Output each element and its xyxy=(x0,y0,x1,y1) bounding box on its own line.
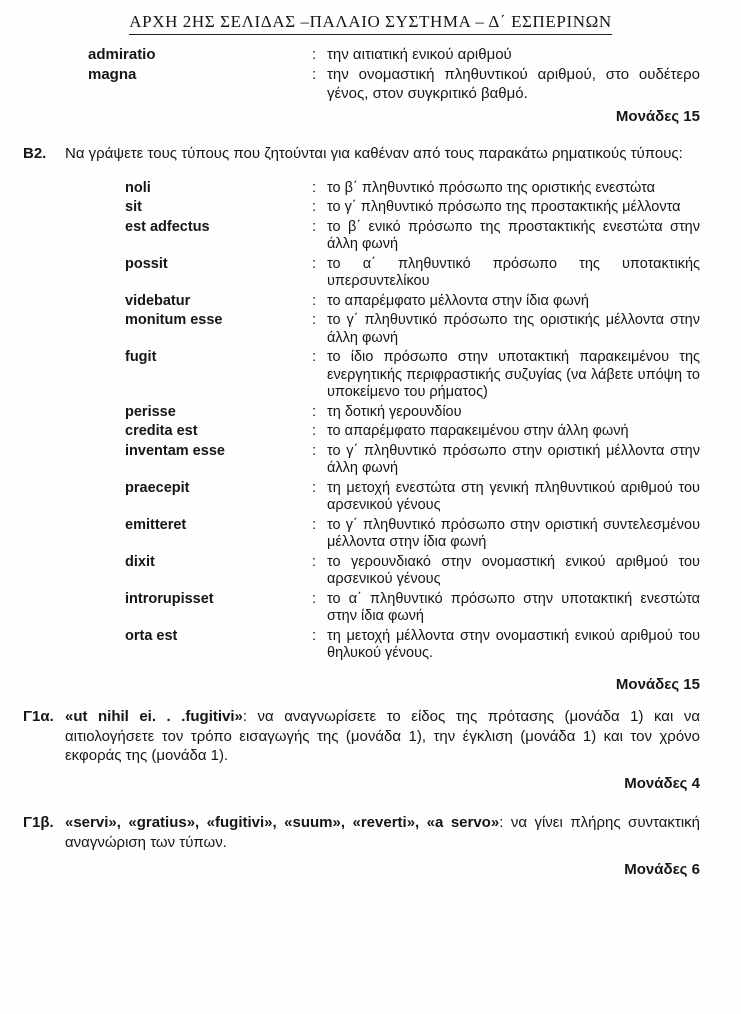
colon-separator: : xyxy=(312,218,317,235)
question-number: Β2. xyxy=(23,145,47,162)
question-g1b xyxy=(23,813,741,852)
verb-term: monitum esse xyxy=(125,312,223,328)
colon-separator: : xyxy=(312,199,317,215)
colon-separator: : xyxy=(312,516,317,533)
verb-item xyxy=(125,256,741,291)
verb-item xyxy=(125,628,741,663)
verb-description: το α΄ πληθυντικό πρόσωπο της υποτακτικής υπερσυντελίκου xyxy=(327,255,700,289)
vocab-description: την αιτιατική ενικού αριθμού xyxy=(327,46,512,63)
page-header-title: ΑΡΧΗ 2ΗΣ ΣΕΛΙΔΑΣ –ΠΑΛΑΙΟ ΣΥΣΤΗΜΑ – Δ΄ ΕΣΠΕΡΙΝΩΝ xyxy=(129,12,611,35)
verb-term: sit xyxy=(125,199,142,215)
colon-separator: : xyxy=(312,403,317,420)
colon-separator: : xyxy=(312,179,317,196)
vocab-item xyxy=(88,65,741,104)
colon-separator: : xyxy=(312,479,317,496)
vocab-term: magna xyxy=(88,65,137,83)
verb-item xyxy=(125,199,741,217)
colon-separator: : xyxy=(312,312,317,328)
colon-separator: : xyxy=(312,553,317,570)
marks-badge-b2: Μονάδες 15 xyxy=(615,675,700,693)
question-g1a xyxy=(23,707,741,766)
verb-term: inventam esse xyxy=(125,442,225,459)
verb-term: possit xyxy=(125,255,168,272)
verb-item xyxy=(125,219,741,254)
marks-badge-g1b: Μονάδες 6 xyxy=(624,861,700,878)
verb-term: orta est xyxy=(125,627,178,644)
vocab-definitions xyxy=(88,45,741,104)
verb-description: το γερουνδιακό στην ονομαστική ενικού αριθμού του αρσενικού γένους xyxy=(327,553,700,587)
verb-description: τη μετοχή μέλλοντα στην ονομαστική ενικού αριθμού του θηλυκού γένους. xyxy=(327,627,700,661)
verb-item xyxy=(125,312,741,347)
question-prompt: Να γράψετε τους τύπους που ζητούνται για καθέναν από τους παρακάτω ρηματικούς τύπους: xyxy=(65,145,683,162)
verb-term: credita est xyxy=(125,423,198,439)
verb-description: το απαρέμφατο παρακειμένου στην άλλη φωνή xyxy=(327,423,629,439)
verb-term: praecepit xyxy=(125,479,190,496)
quoted-phrases: «servi», «gratius», «fugitivi», «suum», «reverti», «a servo» xyxy=(65,814,500,831)
vocab-description: την ονομαστική πληθυντικού αριθμού, στο ουδέτερο γένος, στον συγκριτικό βαθμό. xyxy=(327,65,700,102)
verb-description: το ίδιο πρόσωπο στην υποτακτική παρακειμένου της ενεργητικής περιφραστικής συζυγίας (να λάβετε υπόψη το υποκείμενο του ρήματος) xyxy=(327,349,700,400)
question-text xyxy=(65,813,700,852)
verb-term: est adfectus xyxy=(125,218,210,235)
verb-item xyxy=(125,349,741,402)
verb-item xyxy=(125,554,741,589)
verb-description: τη μετοχή ενεστώτα στη γενική πληθυντικού αριθμού του αρσενικού γένους xyxy=(327,479,700,513)
verb-description: τη δοτική γερουνδίου xyxy=(327,403,462,420)
verb-items-list xyxy=(125,180,741,663)
verb-item xyxy=(125,293,741,311)
verb-description: το γ΄ πληθυντικό πρόσωπο στην οριστική μέλλοντα στην άλλη φωνή xyxy=(327,442,700,476)
verb-term: noli xyxy=(125,179,151,196)
verb-item xyxy=(125,517,741,552)
verb-term: fugit xyxy=(125,349,157,365)
question-text-rest: : να γίνει πλήρης συντακτική αναγνώριση των τύπων. xyxy=(65,814,701,851)
verb-description: το απαρέμφατο μέλλοντα στην ίδια φωνή xyxy=(327,292,589,309)
vocab-term: admiratio xyxy=(88,46,156,63)
marks-badge-b1: Μονάδες 15 xyxy=(615,107,700,125)
colon-separator: : xyxy=(312,423,317,439)
verb-description: το β΄ ενικό πρόσωπο της προστακτικής ενεστώτα στην άλλη φωνή xyxy=(327,218,700,252)
verb-description: το γ΄ πληθυντικό πρόσωπο της οριστικής μέλλοντα στην άλλη φωνή xyxy=(327,312,700,346)
colon-separator: : xyxy=(312,292,317,309)
quoted-phrase: «ut nihil ei. . .fugitivi» xyxy=(65,708,243,725)
question-text xyxy=(65,707,700,766)
verb-description: το γ΄ πληθυντικό πρόσωπο της προστακτικής μέλλοντα xyxy=(327,199,681,215)
page-header xyxy=(0,12,741,35)
verb-term: dixit xyxy=(125,553,155,570)
question-number: Γ1α. xyxy=(23,708,54,725)
verb-term: introrupisset xyxy=(125,590,214,607)
question-b2 xyxy=(23,144,741,164)
verb-item xyxy=(125,591,741,626)
colon-separator: : xyxy=(312,255,317,272)
verb-description: το γ΄ πληθυντικό πρόσωπο στην οριστική συντελεσμένου μέλλοντα στην ίδια φωνή xyxy=(327,516,700,550)
verb-item xyxy=(125,404,741,422)
vocab-item xyxy=(88,45,741,65)
verb-description: το β΄ πληθυντικό πρόσωπο της οριστικής ενεστώτα xyxy=(327,179,656,196)
verb-term: perisse xyxy=(125,403,176,420)
verb-term: videbatur xyxy=(125,292,191,309)
colon-separator: : xyxy=(312,65,317,83)
colon-separator: : xyxy=(312,627,317,644)
colon-separator: : xyxy=(312,46,317,63)
colon-separator: : xyxy=(312,442,317,459)
marks-badge-g1a: Μονάδες 4 xyxy=(624,774,700,792)
verb-term: emitteret xyxy=(125,516,187,533)
colon-separator: : xyxy=(312,349,317,365)
verb-item xyxy=(125,480,741,515)
colon-separator: : xyxy=(312,590,317,607)
question-number: Γ1β. xyxy=(23,814,54,831)
question-text-rest: : να αναγνωρίσετε το είδος της πρότασης (μονάδα 1) και να αιτιολογήσετε τον τρόπο εισαγωγής της (μονάδα 1), την έγκλιση (μονάδα 1) και τον χρόνο εκφοράς της (μονάδα 1). xyxy=(65,708,700,764)
verb-item xyxy=(125,180,741,198)
verb-item xyxy=(125,443,741,478)
verb-item xyxy=(125,423,741,441)
verb-description: το α΄ πληθυντικό πρόσωπο στην υποτακτική ενεστώτα στην ίδια φωνή xyxy=(327,590,700,624)
